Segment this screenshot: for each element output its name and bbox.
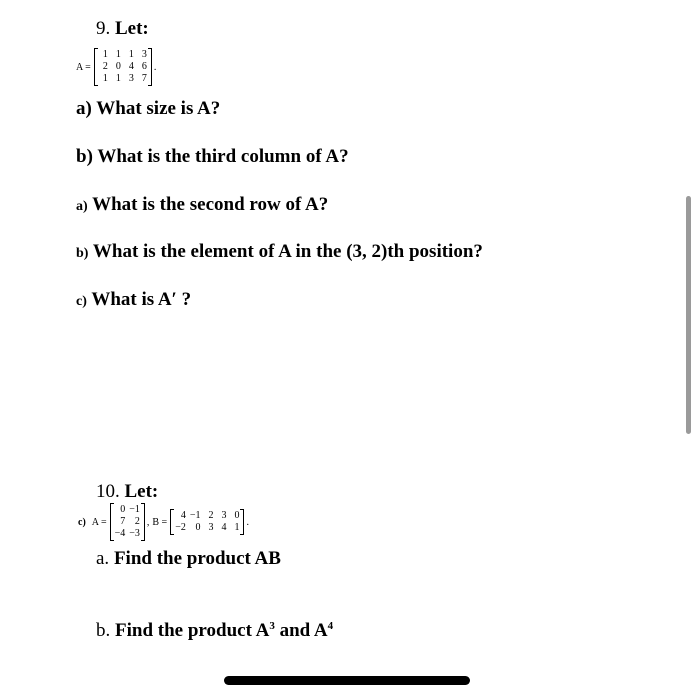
matrix-cell: 1: [128, 49, 134, 60]
matrix-cell: 1: [115, 73, 121, 84]
matrix-cell: −1: [189, 510, 201, 521]
matrix-cell: 1: [115, 49, 121, 60]
q9-matrix-label: A =: [76, 61, 91, 73]
matrix-cell: 0: [115, 61, 121, 72]
q10-part-b-mid: and A: [274, 620, 328, 641]
matrix-b-q10: [170, 509, 244, 535]
q10-part-a-prefix: a.: [96, 548, 110, 569]
q9-part-second-row-prefix: a): [76, 199, 88, 214]
matrix-cell: 4: [221, 522, 227, 533]
q10-matrix-b-label: B =: [152, 516, 168, 528]
matrix-cell: 0: [195, 522, 201, 533]
matrix-cell: −3: [129, 528, 140, 539]
matrix-cell: −2: [175, 522, 186, 533]
matrix-cell: −4: [114, 528, 126, 539]
scrollbar[interactable]: [686, 196, 691, 434]
q9-part-element-text: What is the element of A in the (3, 2)th position?: [92, 241, 483, 262]
matrix-a-q10: [110, 503, 145, 541]
matrix-cell: 1: [102, 49, 108, 60]
q9-part-second-row-text: What is the second row of A?: [92, 194, 329, 215]
q9-matrix: [76, 48, 156, 86]
q10-heading: [96, 481, 158, 503]
q9-part-a-text: What size is A?: [96, 98, 221, 119]
q9-part-a: [76, 98, 220, 120]
matrix-a: [94, 48, 152, 86]
q10-part-b-exp1: 3: [269, 620, 275, 632]
q9-heading: [96, 18, 149, 40]
matrix-cell: 1: [102, 73, 108, 84]
q10-part-b: [96, 620, 333, 642]
matrix-cell: 3: [128, 73, 134, 84]
q10-matrix-end: .: [246, 516, 249, 528]
q9-part-element-prefix: b): [76, 246, 89, 261]
q10-part-a: [96, 548, 281, 570]
matrix-cell: 0: [120, 504, 126, 515]
q10-part-b-exp2: 4: [327, 620, 334, 632]
q10-matrices: [78, 503, 249, 541]
q9-part-transpose-prefix: c): [76, 294, 87, 309]
home-indicator[interactable]: [224, 676, 470, 685]
q9-heading-text: Let:: [115, 18, 149, 39]
matrix-cell: 7: [141, 73, 147, 84]
matrix-cell: 4: [128, 61, 134, 72]
matrix-cell: 3: [221, 510, 227, 521]
q9-part-element: [76, 241, 483, 263]
matrix-cell: 3: [141, 49, 147, 60]
q9-part-transpose: [76, 289, 191, 311]
q9-part-b-text: What is the third column of A?: [97, 146, 349, 167]
matrix-cell: 7: [120, 516, 126, 527]
matrix-cell: 4: [180, 510, 186, 521]
matrix-cell: 2: [102, 61, 108, 72]
q9-part-a-prefix: a): [76, 98, 92, 119]
q9-part-b: [76, 146, 349, 168]
q10-heading-text: Let:: [124, 481, 159, 502]
q10-part-a-text: Find the product AB: [113, 548, 281, 569]
matrix-cell: 6: [141, 61, 147, 72]
matrix-cell: 0: [234, 510, 240, 521]
q9-part-b-prefix: b): [76, 146, 93, 167]
matrix-cell: −1: [129, 504, 140, 515]
q10-separator: ,: [146, 516, 150, 528]
q9-part-transpose-text: What is A′ ?: [91, 289, 192, 310]
q10-part-b-prefix: b.: [96, 620, 111, 641]
q10-sub-prefix: c): [78, 516, 86, 528]
q9-matrix-end: .: [153, 61, 157, 73]
q10-part-b-text: Find the product A: [115, 620, 270, 641]
matrix-cell: 3: [208, 522, 214, 533]
q10-matrix-a-label: A =: [91, 516, 107, 528]
q10-number: 10.: [96, 481, 120, 502]
q9-number: 9.: [96, 18, 111, 39]
q9-part-second-row: [76, 194, 328, 216]
matrix-cell: 2: [134, 516, 140, 527]
matrix-cell: 2: [208, 510, 214, 521]
matrix-cell: 1: [234, 522, 240, 533]
